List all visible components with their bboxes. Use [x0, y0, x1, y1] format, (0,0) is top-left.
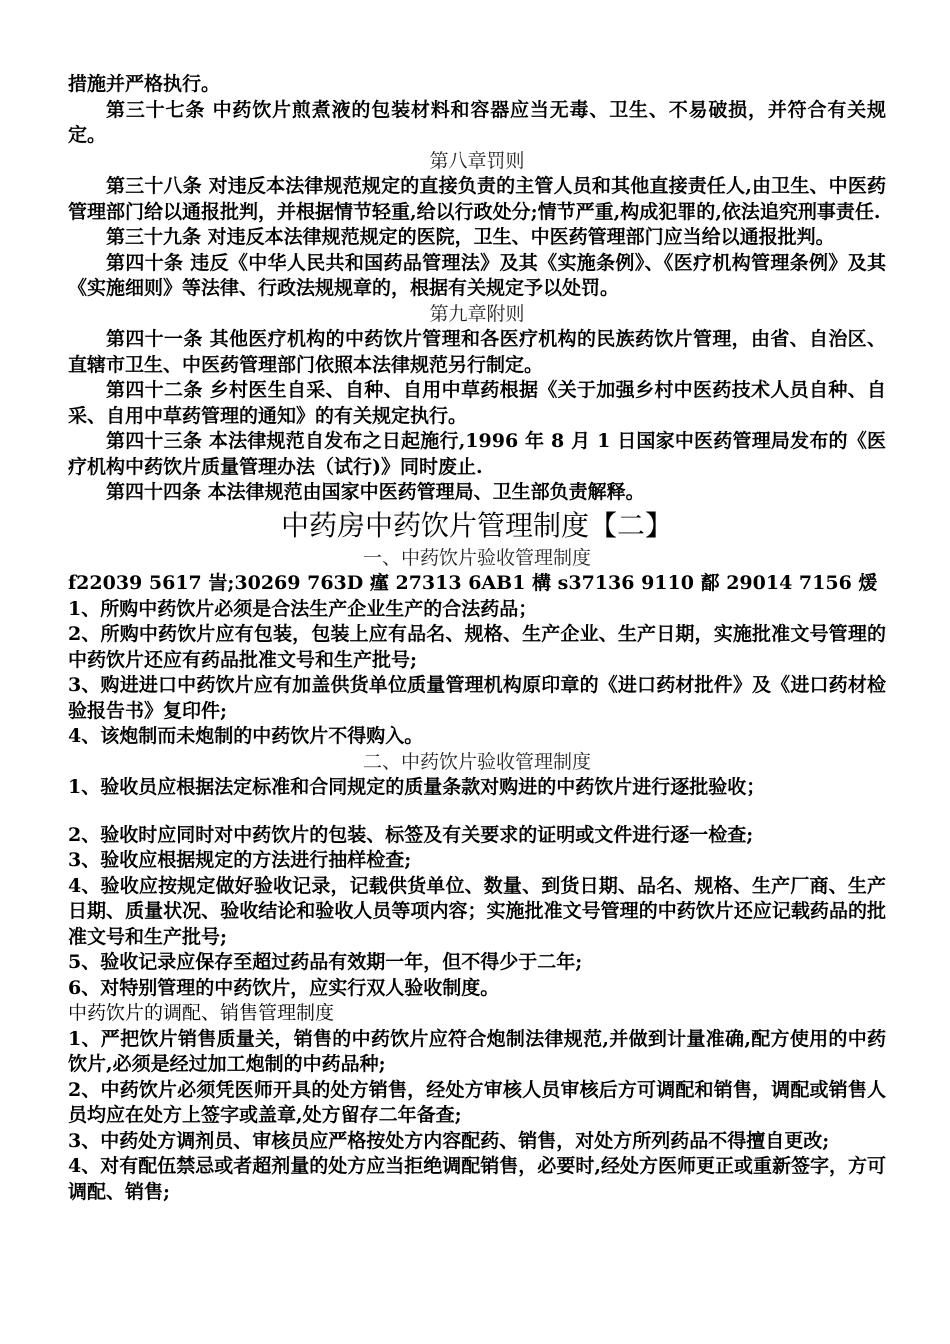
list-item: 3、验收应根据规定的方法进行抽样检查; [68, 849, 412, 871]
list-item: 2、中药饮片必须凭医师开具的处方销售，经处方审核人员审核后方可调配和销售，调配或销售人员均应在处方上签字或盖章,处方留存二年备查; [68, 1078, 886, 1126]
list-item: 1、所购中药饮片必须是合法生产企业生产的合法药品； [68, 597, 538, 620]
list-item: 3、购进进口中药饮片应有加盖供货单位质量管理机构原印章的《进口药材批件》及《进口药材检验报告书》复印件; [68, 674, 886, 722]
article-43: 第四十三条 本法律规范自发布之日起施行,1996 年 8 月 1 日国家中医药管理局发布的《医疗机构中药饮片质量管理办法（试行)》同时废止. [68, 430, 886, 478]
list-item: 4、对有配伍禁忌或者超剂量的处方应当拒绝调配销售，必要时,经处方医师更正或重新签字，方可调配、销售; [68, 1155, 886, 1203]
section-1-heading: 一、中药饮片验收管理制度 [362, 546, 591, 569]
document-title: 中药房中药饮片管理制度【二】 [280, 508, 673, 542]
article-42: 第四十二条 乡村医生自采、自种、自用中草药根据《关于加强乡村中医药技术人员自种、自采、自用中草药管理的通知》的有关规定执行。 [68, 379, 886, 427]
paragraph-continued: 措施并严格执行。 [68, 73, 221, 95]
list-item: 3、中药处方调剂员、审核员应严格按处方内容配药、销售，对处方所列药品不得擅自更改; [68, 1129, 830, 1152]
list-item: 4、验收应按规定做好验收记录，记载供货单位、数量、到货日期、品名、规格、生产厂商、生产日期、质量状况、验收结论和验收人员等项内容；实施批准文号管理的中药饮片还应记载药品的批准文号和生产批号; [68, 874, 886, 948]
article-38: 第三十八条 对违反本法律规范规定的直接负责的主管人员和其他直接责任人,由卫生、中医药管理部门给以通报批判，并根据情节轻重,给以行政处分;情节严重,构成犯罪的,依法追究刑事责任. [68, 175, 886, 223]
chapter-8-heading: 第八章罚则 [429, 149, 525, 172]
article-44: 第四十四条 本法律规范由国家中医药管理局、卫生部负责解释。 [106, 481, 645, 503]
article-37: 第三十七条 中药饮片煎煮液的包装材料和容器应当无毒、卫生、不易破损，并符合有关规定。 [68, 98, 886, 146]
document-page [68, 72, 886, 1205]
chapter-9-heading: 第九章附则 [429, 302, 525, 325]
article-39: 第三十九条 对违反本法律规范规定的医院，卫生、中医药管理部门应当给以通报批判。 [106, 226, 835, 248]
section-2-heading: 二、中药饮片验收管理制度 [362, 750, 591, 773]
list-item: 5、验收记录应保存至超过药品有效期一年，但不得少于二年; [68, 951, 583, 973]
blank-line [68, 801, 886, 823]
list-item: 1、验收员应根据法定标准和合同规定的质量条款对购进的中药饮片进行逐批验收； [68, 776, 766, 798]
article-40: 第四十条 违反《中华人民共和国药品管理法》及其《实施条例》、《医疗机构管理条例》及其《实施细则》等法律、行政法规规章的，根据有关规定予以处罚。 [68, 251, 886, 299]
section-3-heading: 中药饮片的调配、销售管理制度 [68, 1002, 335, 1024]
list-item: 2、所购中药饮片应有包装，包装上应有品名、规格、生产企业、生产日期，实施批准文号管理的中药饮片还应有药品批准文号和生产批号; [68, 623, 886, 671]
list-item: 6、对特别管理的中药饮片，应实行双人验收制度。 [68, 976, 500, 999]
article-41: 第四十一条 其他医疗机构的中药饮片管理和各医疗机构的民族药饮片管理，由省、自治区、直辖市卫生、中医药管理部门依照本法律规范另行制定。 [68, 328, 886, 376]
list-item: 2、验收时应同时对中药饮片的包装、标签及有关要求的证明或文件进行逐一检查; [68, 823, 754, 846]
list-item: 4、该炮制而未炮制的中药饮片不得购入。 [68, 725, 424, 747]
list-item: 1、严把饮片销售质量关，销售的中药饮片应符合炮制法律规范,并做到计量准确,配方使用的中药饮片,必须是经过加工炮制的中药品种; [68, 1027, 886, 1075]
code-line: f22039 5617 訔;30269 763D 瘽 27313 6AB1 構 s37136 9110 鄐 29014 7156 煖 [68, 572, 878, 594]
